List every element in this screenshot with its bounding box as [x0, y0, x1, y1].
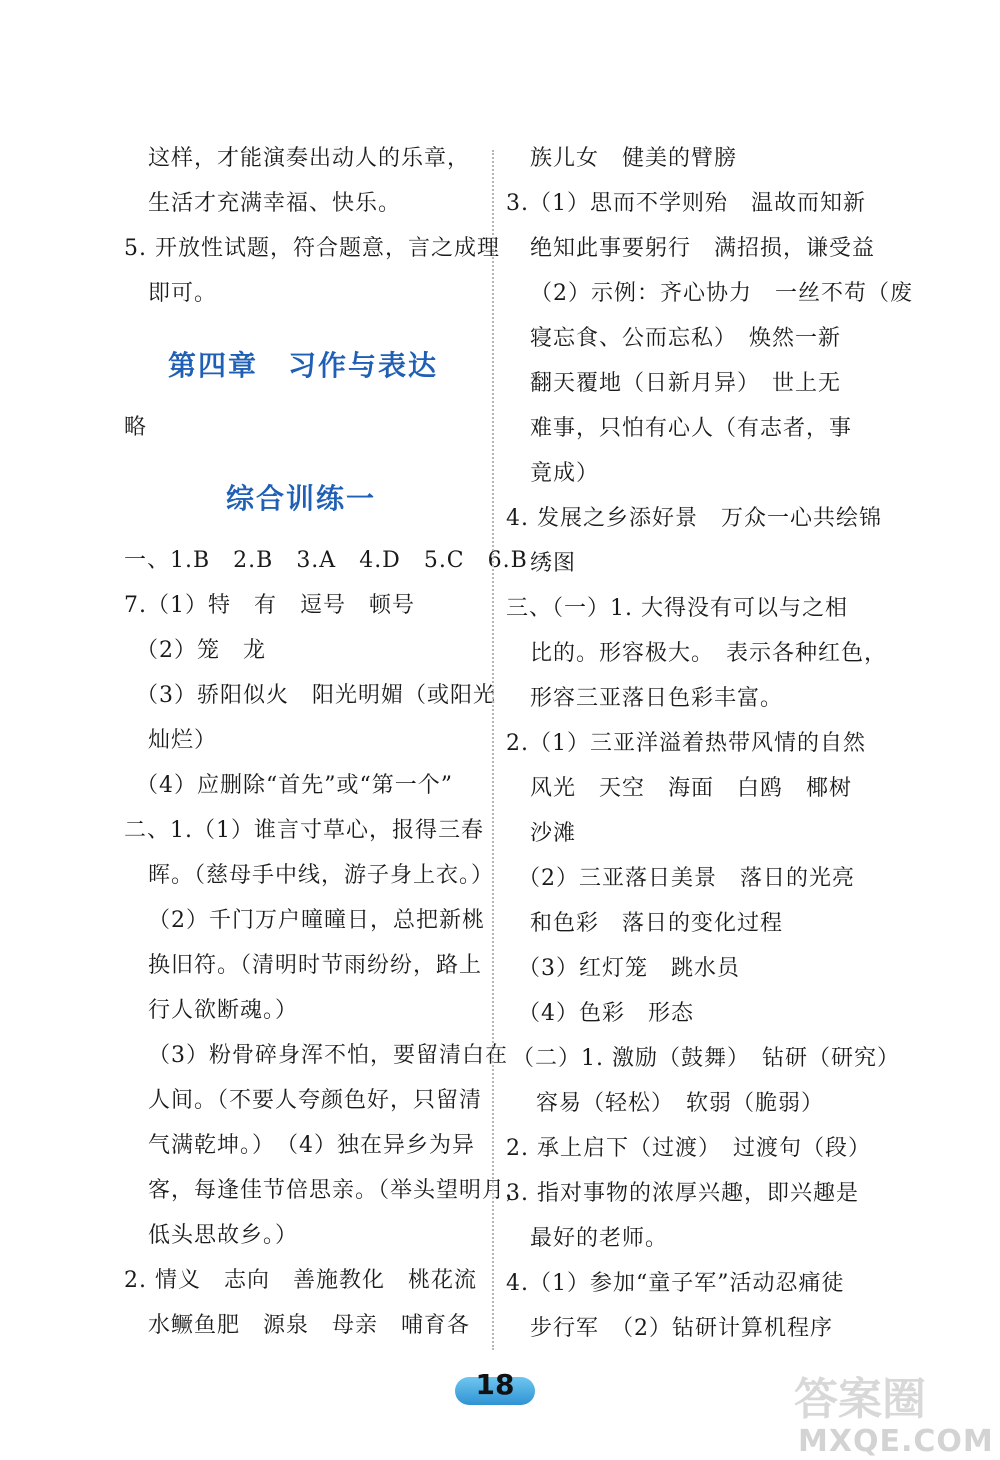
watermark-brand: 答案圈 [794, 1374, 926, 1424]
left-line-1: 这样，才能演奏出动人的乐章， [148, 146, 471, 171]
left2-line-10: 换旧符。（清明时节雨纷纷，路上 [148, 953, 483, 978]
left2-line-9: （2）千门万户曈曈日，总把新桃 [148, 908, 485, 933]
right-line-16: 沙滩 [530, 821, 577, 846]
right-line-15: 风光 天空 海面 白鸥 椰树 [530, 776, 853, 801]
right-line-4: （2）示例：齐心协力 一丝不苟（废 [530, 281, 913, 306]
right-line-11: 三、（一）1. 大得没有可以与之相 [506, 596, 848, 621]
left2-line-7: 二、1.（1）谁言寸草心，报得三春 [124, 818, 484, 843]
right-line-24: 3. 指对事物的浓厚兴趣，即兴趣是 [506, 1181, 859, 1206]
right-line-22: 容易（轻松） 软弱（脆弱） [536, 1091, 825, 1116]
right-line-26: 4.（1）参加“童子军”活动忍痛徒 [506, 1271, 845, 1296]
right-line-14: 2.（1）三亚洋溢着热带风情的自然 [506, 731, 866, 756]
watermark-logo-icon [788, 1368, 978, 1424]
page-number: 18 [475, 1368, 515, 1401]
chapter4-body: 略 [124, 415, 148, 440]
left2-line-11: 行人欲断魂。） [148, 998, 299, 1023]
right-line-7: 难事，只怕有心人（有志者，事 [530, 416, 853, 441]
section-title: 综合训练一 [226, 482, 377, 515]
right-line-5: 寝忘食、公而忘私） 焕然一新 [530, 326, 842, 351]
right-line-1: 族儿女 健美的臂膀 [530, 146, 738, 171]
right-line-19: （3）红灯笼 跳水员 [518, 956, 740, 981]
right-line-8: 竟成） [530, 461, 600, 486]
right-line-2: 3.（1）思而不学则殆 温故而知新 [506, 191, 866, 216]
left2-line-17: 2. 情义 志向 善施教化 桃花流 [124, 1268, 477, 1293]
right-line-20: （4）色彩 形态 [518, 1001, 694, 1026]
left-line-2: 生活才充满幸福、快乐。 [148, 191, 402, 216]
left2-line-6: （4）应删除“首先”或“第一个” [136, 773, 453, 798]
left2-line-1: 一、1.B 2.B 3.A 4.D 5.C 6.B [124, 548, 528, 573]
left2-line-8: 晖。（慈母手中线，游子身上衣。） [148, 863, 495, 888]
left2-line-4: （3）骄阳似火 阳光明媚（或阳光 [136, 683, 496, 708]
left2-line-14: 气满乾坤。） （4）独在异乡为异 [148, 1133, 475, 1158]
right-line-3: 绝知此事要躬行 满招损，谦受益 [530, 236, 876, 261]
left2-line-12: （3）粉骨碎身浑不怕，要留清白在 [148, 1043, 508, 1068]
right-line-9: 4. 发展之乡添好景 万众一心共绘锦 [506, 506, 882, 531]
right-line-10: 绣图 [530, 551, 577, 576]
right-line-21: （二）1. 激励（鼓舞） 钻研（研究） [512, 1046, 900, 1071]
page-number-badge [455, 1368, 535, 1405]
left-line-4: 即可。 [148, 281, 218, 306]
right-line-18: 和色彩 落日的变化过程 [530, 911, 784, 936]
right-line-12: 比的。形容极大。 表示各种红色， [530, 641, 888, 666]
column-divider [492, 150, 494, 1350]
right-line-23: 2. 承上启下（过渡） 过渡句（段） [506, 1136, 871, 1161]
left2-line-5: 灿烂） [148, 728, 218, 753]
left2-line-13: 人间。（不要人夸颜色好，只留清 [148, 1088, 483, 1113]
right-line-27: 步行军 （2）钻研计算机程序 [530, 1316, 833, 1341]
right-line-17: （2）三亚落日美景 落日的光亮 [518, 866, 855, 891]
left2-line-15: 客，每逢佳节倍思亲。（举头望明月， [148, 1178, 529, 1203]
right-line-6: 翻天覆地（日新月异） 世上无 [530, 371, 842, 396]
right-line-25: 最好的老师。 [530, 1226, 669, 1251]
chapter4-title: 第四章 习作与表达 [168, 349, 439, 382]
left-line-3: 5. 开放性试题，符合题意，言之成理 [124, 236, 500, 261]
watermark [788, 1368, 994, 1459]
left2-line-16: 低头思故乡。） [148, 1223, 299, 1248]
right-line-13: 形容三亚落日色彩丰富。 [530, 686, 784, 711]
left2-line-2: 7.（1）特 有 逗号 顿号 [124, 593, 415, 618]
watermark-url: MXQE.COM [798, 1424, 994, 1459]
left2-line-18: 水鳜鱼肥 源泉 母亲 哺育各 [148, 1313, 471, 1338]
left2-line-3: （2）笼 龙 [136, 638, 266, 663]
